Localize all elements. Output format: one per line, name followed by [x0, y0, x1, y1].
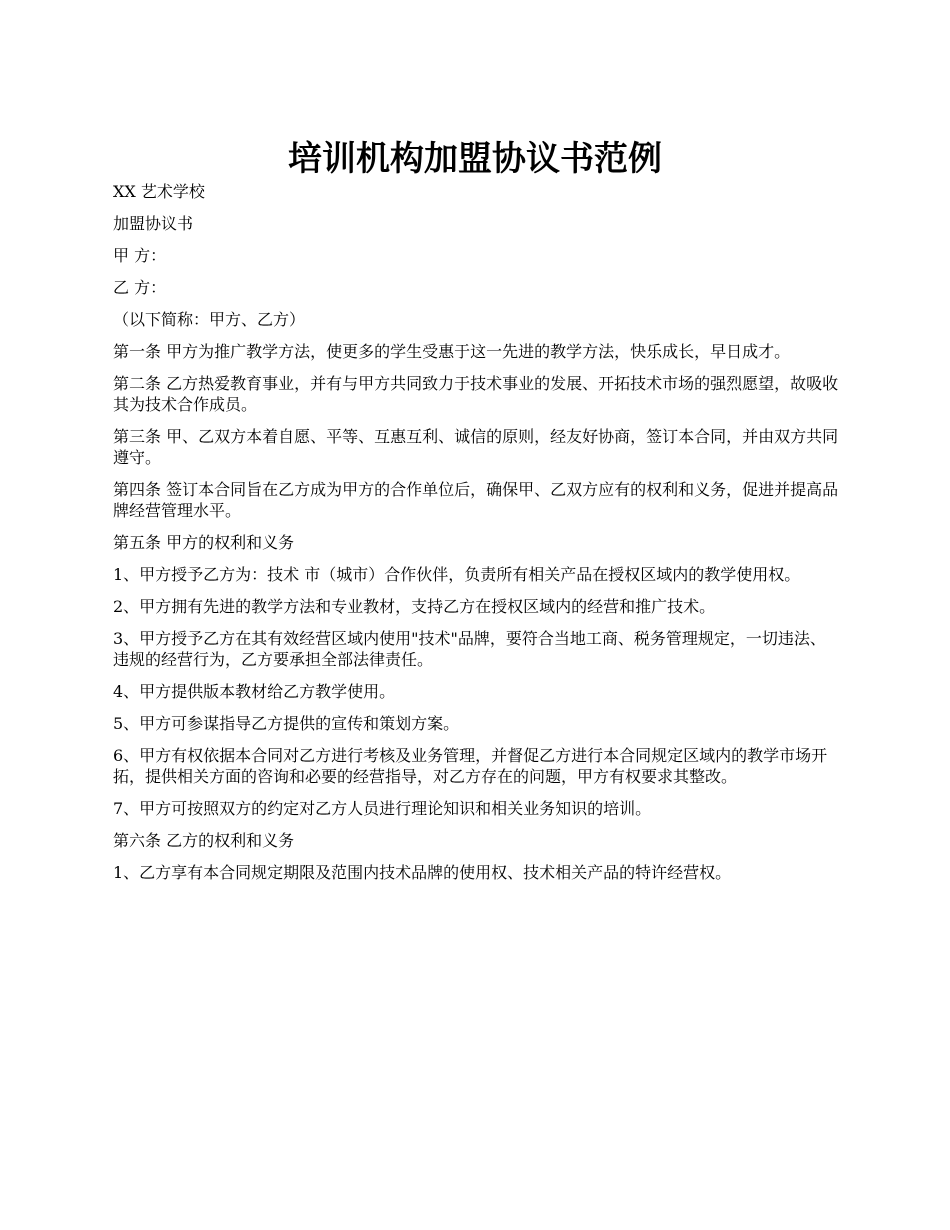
article-6-heading: 第六条 乙方的权利和义务: [113, 831, 295, 850]
article-4: 第四条 签订本合同旨在乙方成为甲方的合作单位后，确保甲、乙双方应有的权利和义务，促进并提高品牌经营管理水平。: [113, 480, 839, 520]
article-5-item-2: 2、甲方拥有先进的教学方法和专业教材，支持乙方在授权区域内的经营和推广技术。: [113, 597, 716, 616]
article-2: 第二条 乙方热爱教育事业，并有与甲方共同致力于技术事业的发展、开拓技术市场的强烈愿望，故吸收其为技术合作成员。: [113, 374, 839, 414]
article-5-item-5: 5、甲方可参谋指导乙方提供的宣传和策划方案。: [113, 714, 460, 733]
article-5-item-3: 3、甲方授予乙方在其有效经营区域内使用"技术"品牌，要符合当地工商、税务管理规定，一切违法、违规的经营行为，乙方要承担全部法律责任。: [113, 629, 826, 669]
school-name: XX 艺术学校: [113, 182, 205, 201]
document-title: 培训机构加盟协议书范例: [288, 138, 662, 179]
article-3: 第三条 甲、乙双方本着自愿、平等、互惠互利、诚信的原则，经友好协商，签订本合同，并由双方共同遵守。: [113, 427, 839, 467]
article-5-item-6: 6、甲方有权依据本合同对乙方进行考核及业务管理，并督促乙方进行本合同规定区域内的教学市场开拓，提供相关方面的咨询和必要的经营指导，对乙方存在的问题，甲方有权要求其整改。: [113, 746, 828, 786]
article-5-heading: 第五条 甲方的权利和义务: [113, 533, 295, 552]
article-5-item-4: 4、甲方提供版本教材给乙方教学使用。: [113, 682, 396, 701]
agreement-heading: 加盟协议书: [113, 214, 194, 233]
party-abbreviation-note: （以下简称：甲方、乙方）: [113, 310, 306, 329]
article-1: 第一条 甲方为推广教学方法，使更多的学生受惠于这一先进的教学方法，快乐成长，早日成才。: [113, 342, 791, 361]
article-5-item-7: 7、甲方可按照双方的约定对乙方人员进行理论知识和相关业务知识的培训。: [113, 799, 652, 818]
article-5-item-1: 1、甲方授予乙方为：技术 市（城市）合作伙伴，负责所有相关产品在授权区域内的教学使用权。: [113, 565, 801, 584]
document-body: [113, 181, 841, 894]
party-a-line: 甲 方：: [113, 246, 167, 265]
party-b-line: 乙 方：: [113, 278, 167, 297]
article-6-item-1: 1、乙方享有本合同规定期限及范围内技术品牌的使用权、技术相关产品的特许经营权。: [113, 863, 732, 882]
